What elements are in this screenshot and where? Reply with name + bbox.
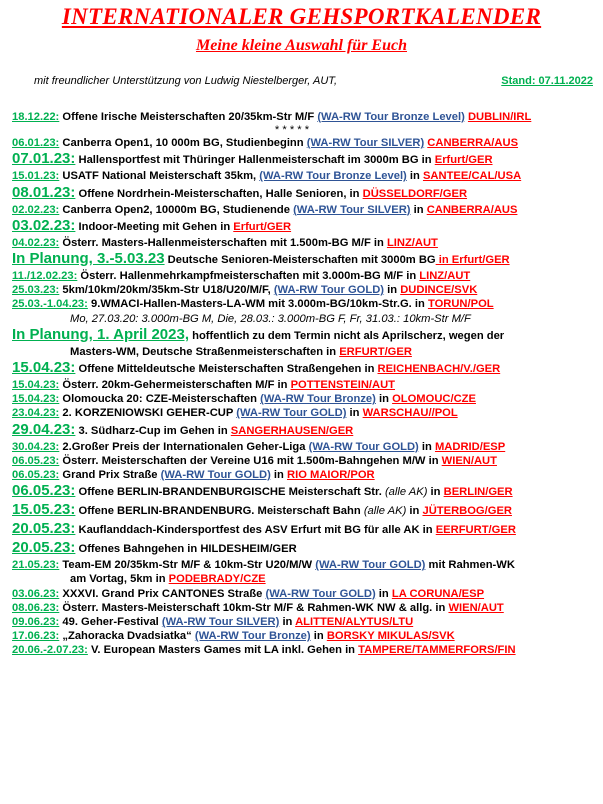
event-tour-level[interactable]: (WA-RW Tour SILVER) xyxy=(161,616,280,629)
event-row xyxy=(12,440,602,454)
event-location[interactable]: WIEN/AUT xyxy=(441,454,497,467)
event-location[interactable]: POTTENSTEIN/AUT xyxy=(290,379,395,392)
event-tour-level[interactable]: (WA-RW Tour GOLD) xyxy=(308,440,419,453)
event-row xyxy=(12,406,602,420)
event-connector: in xyxy=(384,284,401,297)
event-tour-level[interactable]: (WA-RW Tour GOLD) xyxy=(236,407,347,420)
event-tour-level[interactable]: (WA-RW Tour GOLD) xyxy=(265,587,376,600)
event-description: Canberra Open2, 10000m BG, Studienende xyxy=(59,203,294,216)
event-description: Indoor-Meeting mit Gehen in xyxy=(75,220,234,233)
event-date: 25.03.-1.04.23: xyxy=(12,298,88,311)
event-date: 30.04.23: xyxy=(12,440,60,453)
event-connector: in xyxy=(418,440,435,453)
event-tour-level[interactable]: (WA-RW Tour GOLD) xyxy=(315,559,426,572)
event-tour-level[interactable]: (WA-RW Tour SILVER) xyxy=(306,137,425,150)
event-description: Österr. Hallenmehrkampfmeisterschaften mit 3.000m-BG M/F in xyxy=(77,270,420,283)
event-description: „Zahoracka Dvadsiatka“ xyxy=(59,630,195,643)
event-date: 08.06.23: xyxy=(12,601,60,614)
event-row xyxy=(12,110,602,124)
event-description: Hallensportfest mit Thüringer Hallenmeisterschaft im 3000m BG in xyxy=(75,154,435,167)
event-location[interactable]: MADRID/ESP xyxy=(434,440,506,453)
event-date: 29.04.23: xyxy=(12,420,76,438)
event-date: 20.06.-2.07.23: xyxy=(12,644,88,657)
event-description: hoffentlich zu dem Termin nicht als Aprilscherz, wegen der xyxy=(189,329,505,342)
event-date: In Planung, 1. April 2023, xyxy=(12,325,189,343)
event-description: Offene BERLIN-BRANDENBURG. Meisterschaft Bahn xyxy=(75,505,364,518)
event-date: 18.12.22: xyxy=(12,111,60,123)
event-tour-level[interactable]: (WA-RW Tour GOLD) xyxy=(273,284,385,297)
event-location[interactable]: JÜTERBOG/GER xyxy=(422,505,512,518)
event-date: 15.01.23: xyxy=(12,170,60,183)
event-row xyxy=(12,643,602,657)
event-description: Offenes Bahngehen in HILDESHEIM/GER xyxy=(75,543,297,556)
event-location[interactable]: DUDINCE/SVK xyxy=(400,284,478,297)
event-date: 08.01.23: xyxy=(12,183,76,201)
event-description: V. European Masters Games mit LA inkl. Gehen in xyxy=(87,644,359,657)
event-row xyxy=(12,136,602,150)
event-description: Masters-WM, Deutsche Straßenmeisterschaften in xyxy=(70,345,340,358)
event-list xyxy=(12,110,602,658)
event-date: 06.05.23: xyxy=(12,469,60,482)
event-row xyxy=(12,520,602,539)
stand-date: Stand: 07.11.2022 xyxy=(501,75,593,87)
event-connector: in xyxy=(346,407,363,420)
event-location[interactable]: Erfurt/GER xyxy=(434,154,493,167)
event-connector: in xyxy=(279,616,296,629)
event-row xyxy=(12,359,602,378)
event-date: 20.05.23: xyxy=(12,539,76,557)
event-description: 49. Geher-Festival xyxy=(59,616,162,629)
event-location[interactable]: BORSKY MIKULAS/SVK xyxy=(326,630,455,643)
support-note: mit freundlicher Unterstützung von Ludwig Niestelberger, AUT, xyxy=(34,75,338,87)
event-connector: in xyxy=(410,203,427,216)
event-description: USATF National Meisterschaft 35km, xyxy=(59,170,260,183)
event-location[interactable]: BERLIN/GER xyxy=(443,486,513,499)
event-date: 20.05.23: xyxy=(12,520,76,538)
event-connector: in xyxy=(406,505,423,518)
event-location[interactable]: EERFURT/GER xyxy=(435,524,516,537)
event-description: Canberra Open1, 10 000m BG, Studienbeginn xyxy=(59,137,307,150)
event-description: Kauflanddach-Kindersportfest des ASV Erfurt mit BG für alle AK in xyxy=(75,524,436,537)
event-location[interactable]: CANBERRA/AUS xyxy=(426,203,518,216)
event-row xyxy=(12,312,602,326)
event-date: 15.05.23: xyxy=(12,501,76,519)
event-row xyxy=(12,454,602,468)
event-row xyxy=(12,184,602,203)
event-date: 25.03.23: xyxy=(12,284,60,297)
event-date: 21.05.23: xyxy=(12,559,60,572)
event-description: Team-EM 20/35km-Str M/F & 10km-Str U20/M/W xyxy=(59,559,316,572)
event-description: 5km/10km/20km/35km-Str U18/U20/M/F, xyxy=(59,284,274,297)
event-description: Österr. Masters-Meisterschaft 10km-Str M/F & Rahmen-WK NW & allg. in xyxy=(59,601,449,614)
event-location[interactable]: WIEN/AUT xyxy=(448,601,504,614)
event-description: Offene Nordrhein-Meisterschaften, Halle Senioren, in xyxy=(75,187,363,200)
event-tour-level[interactable]: (WA-RW Tour Bronze) xyxy=(194,630,311,643)
event-location[interactable]: TORUN/POL xyxy=(427,298,494,311)
event-description: Österr. 20km-Gehermeisterschaften M/F in xyxy=(59,379,291,392)
event-date: 02.02.23: xyxy=(12,203,60,216)
page-subtitle: Meine kleine Auswahl für Euch xyxy=(195,37,407,54)
event-location[interactable]: CANBERRA/AUS xyxy=(427,137,519,150)
event-description: 2.Großer Preis der Internationalen Geher-Liga xyxy=(59,440,309,453)
event-location[interactable]: TAMPERE/TAMMERFORS/FIN xyxy=(358,644,516,657)
event-location[interactable]: DÜSSELDORF/GER xyxy=(362,187,468,200)
event-description: 2. KORZENIOWSKI GEHER-CUP xyxy=(59,407,237,420)
event-description: Deutsche Senioren-Meisterschaften mit 3000m BG xyxy=(164,254,436,267)
event-tour-level[interactable]: (WA-RW Tour Bronze Level) xyxy=(259,170,407,183)
event-location[interactable]: LINZ/AUT xyxy=(419,270,471,283)
event-location[interactable]: LINZ/AUT xyxy=(386,236,438,249)
event-location[interactable]: DUBLIN/IRL xyxy=(467,111,532,123)
event-date: 06.01.23: xyxy=(12,137,60,150)
event-row xyxy=(12,378,602,392)
event-location[interactable]: ERFURT/GER xyxy=(339,345,412,358)
event-row xyxy=(12,629,602,643)
event-location[interactable]: in Erfurt/GER xyxy=(435,254,510,267)
event-date: 17.06.23: xyxy=(12,630,60,643)
event-connector: in xyxy=(406,170,423,183)
event-location[interactable]: ALITTEN/ALYTUS/LTU xyxy=(295,616,414,629)
event-connector: in xyxy=(310,630,327,643)
event-row xyxy=(12,392,602,406)
event-date: 09.06.23: xyxy=(12,616,60,629)
event-row xyxy=(12,269,602,283)
event-description: Österr. Meisterschaften der Vereine U16 mit 1.500m-Bahngehen M/W in xyxy=(59,454,442,467)
event-date: 15.04.23: xyxy=(12,379,60,392)
event-date: 04.02.23: xyxy=(12,236,60,249)
event-date: 11./12.02.23: xyxy=(12,270,78,283)
event-location[interactable]: SANTEE/CAL/USA xyxy=(422,170,522,183)
event-row xyxy=(12,217,602,236)
separator-stars: * * * * * xyxy=(274,124,310,137)
event-row xyxy=(12,236,602,250)
event-connector: in xyxy=(427,486,444,499)
event-location[interactable]: REICHENBACH/V./GER xyxy=(377,363,501,376)
event-location[interactable]: PODEBRADY/CZE xyxy=(168,573,266,586)
event-row xyxy=(12,297,602,311)
event-connector: in xyxy=(375,587,392,600)
event-description: 9.WMACI-Hallen-Masters-LA-WM mit 3.000m-BG/10km-Str.G. in xyxy=(87,298,428,311)
page-title: INTERNATIONALER GEHSPORTKALENDER xyxy=(61,4,542,29)
event-date: 15.04.23: xyxy=(12,359,76,377)
event-row xyxy=(12,326,602,345)
event-location[interactable]: WARSCHAU//POL xyxy=(362,407,458,420)
event-tour-level[interactable]: (WA-RW Tour SILVER) xyxy=(293,203,411,216)
event-age-class: (alle AK) xyxy=(363,505,407,518)
event-row xyxy=(12,482,602,501)
event-tour-level[interactable]: (WA-RW Tour Bronze Level) xyxy=(317,111,465,123)
event-location[interactable]: Erfurt/GER xyxy=(233,220,292,233)
event-row xyxy=(12,345,602,359)
event-date: 23.04.23: xyxy=(12,407,60,420)
event-row xyxy=(12,250,602,269)
event-description: Grand Prix Straße xyxy=(59,469,161,482)
event-row xyxy=(12,421,602,440)
event-description: 3. Südharz-Cup im Gehen in xyxy=(75,424,231,437)
event-location[interactable]: SANGERHAUSEN/GER xyxy=(230,424,354,437)
event-description: Österr. Masters-Hallenmeisterschaften mit 1.500m-BG M/F in xyxy=(59,236,387,249)
event-location[interactable]: LA CORUNA/ESP xyxy=(391,587,485,600)
event-date: 07.01.23: xyxy=(12,150,76,168)
event-description: Offene Irische Meisterschaften 20/35km-Str M/F xyxy=(59,111,318,123)
event-connector: mit Rahmen-WK xyxy=(425,559,515,572)
event-location[interactable]: RIO MAIOR/POR xyxy=(287,469,375,482)
event-tour-level[interactable]: (WA-RW Tour GOLD) xyxy=(160,469,271,482)
event-description: Offene Mitteldeutsche Meisterschaften Straßengehen in xyxy=(75,363,378,376)
event-description: Offene BERLIN-BRANDENBURGISCHE Meisterschaft Str. xyxy=(75,486,385,499)
event-description: Olomoucka 20: CZE-Meisterschaften xyxy=(59,393,261,406)
event-date: 03.06.23: xyxy=(12,587,60,600)
event-date: 06.05.23: xyxy=(12,454,60,467)
event-description: XXXVI. Grand Prix CANTONES Straße xyxy=(59,587,266,600)
event-row xyxy=(12,539,602,558)
event-row xyxy=(12,501,602,520)
event-row xyxy=(12,203,602,217)
event-description: am Vortag, 5km in xyxy=(70,573,169,586)
event-connector: in xyxy=(375,393,393,406)
event-row xyxy=(12,587,602,601)
event-note: Mo, 27.03.20: 3.000m-BG M, Die, 28.03.: 3.000m-BG F, Fr, 31.03.: 10km-Str M/F xyxy=(70,312,471,325)
event-row xyxy=(12,468,602,482)
event-connector: in xyxy=(270,469,287,482)
event-date: 03.02.23: xyxy=(12,216,76,234)
event-row xyxy=(12,572,602,586)
event-date: In Planung, 3.-5.03.23 xyxy=(12,250,165,268)
event-row xyxy=(12,150,602,169)
event-row xyxy=(12,169,602,183)
event-row xyxy=(12,601,602,615)
event-row xyxy=(12,615,602,629)
event-row xyxy=(12,558,602,572)
event-row xyxy=(12,124,602,136)
event-row xyxy=(12,283,602,297)
event-tour-level[interactable]: (WA-RW Tour Bronze) xyxy=(260,393,376,406)
event-date: 06.05.23: xyxy=(12,482,76,500)
event-location[interactable]: OLOMOUC/CZE xyxy=(392,393,476,406)
event-date: 15.04.23: xyxy=(12,393,60,406)
event-age-class: (alle AK) xyxy=(384,486,428,499)
